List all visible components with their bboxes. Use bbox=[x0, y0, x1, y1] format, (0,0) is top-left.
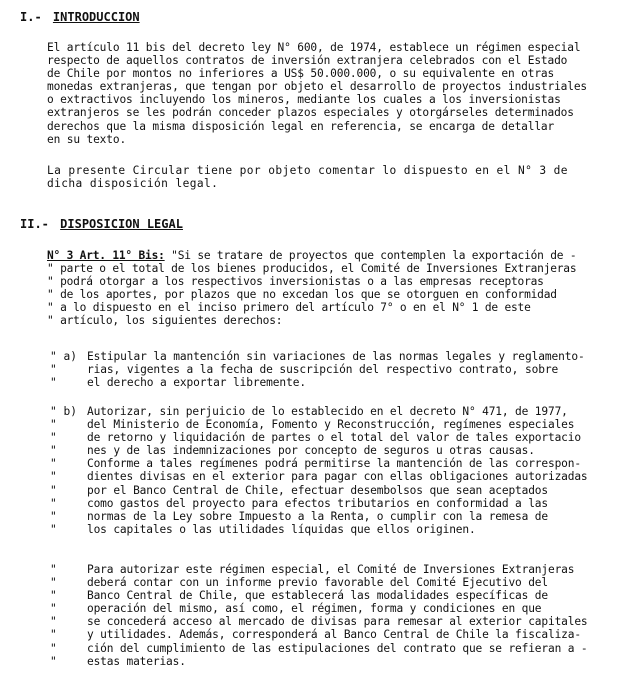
text-line: normas de la Ley sobre Impuesto a la Renta, o cumplir con la remesa de bbox=[87, 509, 548, 523]
text-line: como gastos del proyecto para efectos tributarios en conformidad a las bbox=[87, 496, 548, 510]
text-line: Estipular la mantención sin variaciones de las normas legales y reglamento- bbox=[87, 350, 585, 363]
final-paragraph-text bbox=[87, 563, 617, 668]
section-1-paragraph-2 bbox=[47, 164, 617, 190]
text-line: " de los aportes, por plazos que no excedan los que se otorguen en conformidad bbox=[47, 288, 557, 302]
text-line: Para autorizar este régimen especial, el Comité de Inversiones Extranjeras bbox=[87, 563, 575, 576]
text-line: estas materias. bbox=[87, 654, 186, 668]
quote-mark: " bbox=[50, 376, 57, 390]
quote-mark: " bbox=[50, 431, 57, 445]
text-line: " podrá otorgar a los respectivos inversionistas o a las empresas receptoras bbox=[47, 275, 544, 289]
section-2-title: DISPOSICION LEGAL bbox=[60, 217, 183, 231]
article-quote-intro bbox=[47, 249, 617, 328]
text-line bbox=[47, 249, 617, 262]
quote-mark: " bbox=[50, 457, 57, 471]
quote-mark bbox=[50, 405, 64, 418]
quote-mark: " bbox=[50, 654, 57, 668]
quote-mark: " bbox=[50, 444, 57, 458]
text-line: los capitales o las utilidades líquidas que ellos originen. bbox=[87, 522, 476, 536]
text-line: respecto de aquellos contratos de inversión extranjera celebrados con el Estado bbox=[47, 54, 568, 68]
text-line-rest: "Si se tratare de proyectos que contemplen la exportación de - bbox=[164, 249, 577, 262]
text-line: " parte o el total de los bienes producidos, el Comité de Inversiones Extranjeras bbox=[47, 262, 577, 276]
text-line: dicha disposición legal. bbox=[47, 177, 219, 191]
text-line: el derecho a exportar libremente. bbox=[87, 376, 306, 390]
quote-mark: " bbox=[50, 522, 57, 536]
text-line: dientes divisas en el exterior para pagar con ellas obligaciones autorizadas bbox=[87, 470, 588, 484]
text-line: monedas extranjeras, que tengan por objeto el desarrollo de proyectos industriales bbox=[47, 80, 588, 94]
text-line: operación del mismo, así como, el régimen, forma y condiciones en que bbox=[87, 602, 542, 616]
text-line: " artículo, los siguientes derechos: bbox=[47, 314, 283, 328]
section-1-heading bbox=[20, 11, 140, 24]
text-line: " a lo dispuesto en el inciso primero del artículo 7° o en el N° 1 de este bbox=[47, 301, 531, 315]
text-line: ción del cumplimiento de las estipulaciones del contrato que se refieran a - bbox=[87, 641, 588, 655]
quote-mark: " bbox=[50, 628, 57, 642]
quote-mark: " bbox=[50, 496, 57, 510]
section-1-number: I.- bbox=[20, 10, 42, 24]
text-line: de Chile por montos no inferiores a US$ 50.000.000, o su equivalente en otras bbox=[47, 67, 555, 81]
text-line: extranjeros se les podrán conceder plazos especiales y otorgárseles determinados bbox=[47, 106, 574, 120]
text-line: derechos que la misma disposición legal en referencia, se encarga de detallar bbox=[47, 119, 555, 133]
text-line: El artículo 11 bis del decreto ley N° 600, de 1974, establece un régimen especial bbox=[47, 41, 581, 54]
text-line: se concederá acceso al mercado de divisas para remesar al exterior capitales bbox=[87, 615, 588, 629]
final-quote-column bbox=[50, 563, 64, 668]
text-line: del Ministerio de Economía, Fomento y Reconstrucción, regímenes especiales bbox=[87, 418, 575, 432]
text-line: Conforme a tales regímenes podrá permitirse la mantención de las correspon- bbox=[87, 457, 581, 471]
quote-mark: " bbox=[50, 641, 57, 655]
quote-mark: " bbox=[50, 418, 57, 432]
text-line: La presente Circular tiene por objeto comentar lo dispuesto en el N° 3 de bbox=[47, 164, 568, 177]
text-line: de retorno y liquidación de partes o el total del valor de tales exportacio bbox=[87, 431, 581, 445]
item-b-quote-column bbox=[50, 405, 64, 536]
quote-mark: " bbox=[50, 509, 57, 523]
section-1-paragraph-1 bbox=[47, 41, 617, 146]
quote-mark: " bbox=[50, 602, 57, 616]
section-1-title: INTRODUCCION bbox=[52, 10, 140, 24]
quote-mark: " bbox=[50, 615, 57, 629]
item-a-marker: " a) bbox=[50, 350, 77, 363]
text-line: en su texto. bbox=[47, 132, 127, 146]
text-line: nes y de las indemnizaciones por concepto de seguros u otras causas. bbox=[87, 444, 535, 458]
text-line: Autorizar, sin perjuicio de lo establecido en el decreto N° 471, de 1977, bbox=[87, 405, 568, 418]
text-line: o extractivos incluyendo los mineros, mediante los cuales a los inversionistas bbox=[47, 93, 561, 107]
item-a-quote-column bbox=[50, 350, 64, 389]
item-a-text bbox=[87, 350, 617, 389]
quote-mark: " bbox=[50, 363, 57, 377]
text-line: por el Banco Central de Chile, efectuar desembolsos que sean aceptados bbox=[87, 483, 548, 497]
text-line: Banco Central de Chile, que establecerá las modalidades específicas de bbox=[87, 589, 548, 603]
quote-mark: " bbox=[50, 563, 57, 576]
quote-mark: " bbox=[50, 483, 57, 497]
quote-mark bbox=[50, 350, 64, 363]
section-2-heading bbox=[20, 218, 183, 231]
item-b-text bbox=[87, 405, 617, 536]
text-line: rias, vigentes a la fecha de suscripción del respectivo contrato, sobre bbox=[87, 363, 559, 377]
quote-mark: " bbox=[50, 576, 57, 590]
section-2-number: II.- bbox=[20, 217, 49, 231]
article-reference: N° 3 Art. 11° Bis: bbox=[47, 249, 165, 262]
quote-mark: " bbox=[50, 589, 57, 603]
quote-mark: " bbox=[50, 470, 57, 484]
text-line: y utilidades. Además, corresponderá al Banco Central de Chile la fiscaliza- bbox=[87, 628, 581, 642]
item-b-marker: " b) bbox=[50, 405, 77, 418]
text-line: deberá contar con un informe previo favorable del Comité Ejecutivo del bbox=[87, 576, 548, 590]
